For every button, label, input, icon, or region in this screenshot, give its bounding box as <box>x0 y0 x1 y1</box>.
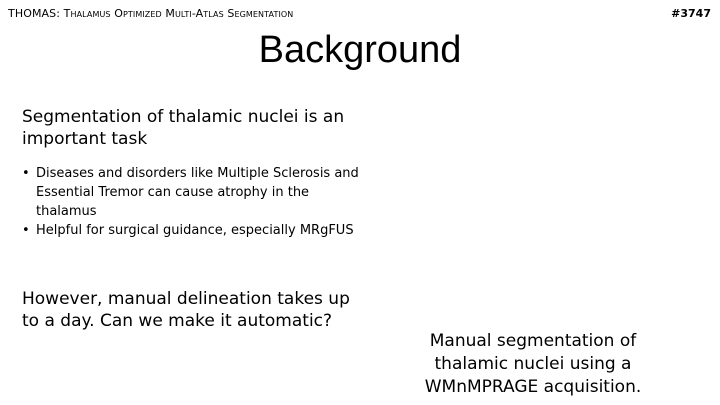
slide-title: Background <box>258 29 462 71</box>
header-title-text: THOMAS: Thalamus Optimized Multi-Atlas Segmentation <box>8 7 294 20</box>
figure-caption: Manual segmentation of thalamic nuclei using a WMnMPRAGE acquisition. <box>424 331 642 397</box>
bullet-text: Helpful for surgical guidance, especially MRgFUS <box>36 223 354 238</box>
list-item <box>22 164 362 221</box>
poster-number: #3747 <box>671 7 711 20</box>
bullet-icon: • <box>22 166 30 181</box>
closing-text: However, manual delineation takes up to a day. Can we make it automatic? <box>22 289 350 331</box>
bullet-text: Diseases and disorders like Multiple Sclerosis and Essential Tremor can cause atrophy in the thalamus <box>36 166 359 219</box>
intro-text: Segmentation of thalamic nuclei is an important task <box>22 107 345 149</box>
bullet-icon: • <box>22 223 30 238</box>
header-title <box>8 7 293 20</box>
bullet-list <box>22 164 362 240</box>
list-item <box>22 221 362 240</box>
